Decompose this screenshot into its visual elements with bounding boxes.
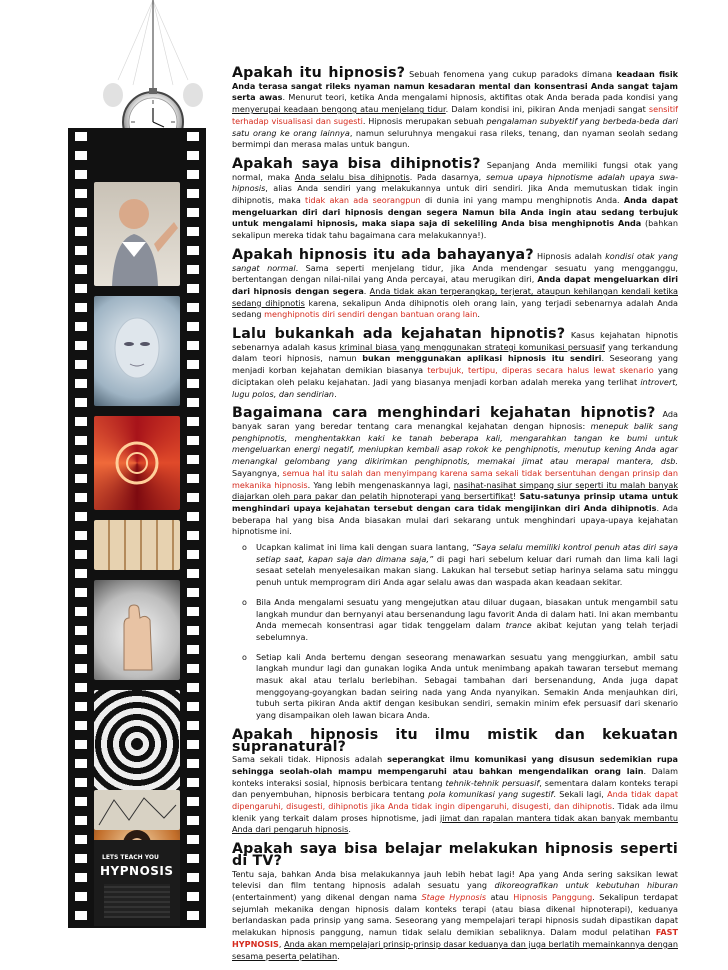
frame-swirl-red <box>94 416 180 510</box>
text-run: . Sekalipun terdapat sejumlah mekanika dengan hipnosis dalam konteks terapi (atau biasa dikenal hipnoterapi), keduanya berlandaskan pada prinsip yang sama. Seseorang yang mempelajari terapi hipnosis sudah dipastikan dapat melakukan hipnosis panggung, namun tidak selalu demikian sebaliknya. Dalam modul pelatihan <box>232 892 678 938</box>
text-run: terbujuk, tertipu, diperas secara halus lewat skenario <box>427 365 654 376</box>
text-run: introvert, lugu polos, dan sendirian <box>232 376 678 399</box>
text-run: kriminal biasa yang menggunakan strategi komunikasi persuasif <box>339 341 605 352</box>
text-run: semua upaya hipnotisme adalah upaya swa-hipnosis <box>232 171 679 194</box>
text-run: . Pada dasarnya, <box>409 171 486 182</box>
text-run: Ada banyak saran yang beredar tentang cara menangkal kejahatan dengan hipnosis: <box>232 409 678 431</box>
text-run: Kasus kejahatan hipnotis sebenarnya adalah kasus <box>232 330 678 352</box>
text-run: Hipnosis Panggung <box>513 892 593 902</box>
section-heading: Apakah hipnosis itu ada bahayanya? <box>232 246 534 263</box>
text-run: yang terkandung dalam teori hipnosis, namun <box>232 341 678 364</box>
frame-book-cover <box>94 840 180 926</box>
text-run: Setiap kali Anda bertemu dengan seseorang menawarkan sesuatu yang menggiurkan, ambil satu langkah mundur lagi dan gunakan logika Anda untuk menimbang apakah tawaran tersebut memang masuk akal atau terlalu berlebihan. Sebagai tambahan dari bersenandung, Anda juga dapat menggoyang-goyangkan badan seiring nada yang Anda nyanyikan. Semakin Anda menjauhkan diri, tubuh serta pikiran Anda aktif dengan kesibukan sendiri, semakin minim efek persuasif dari skenario yang disampaikan oleh lawan bicara Anda. <box>256 651 678 721</box>
text-run: . Dalam kondisi ini, pikiran Anda menjadi sangat <box>445 104 649 115</box>
text-run: Namun bila Anda ingin atau sedang terbujuk untuk mengalami hipnosis, maka siapa saja di sekeliling Anda bisa menghipnotis Anda <box>232 206 678 229</box>
text-run: . Seseorang yang menjadi korban kejahatan demikian biasanya <box>232 353 679 376</box>
section-heading: Apakah saya bisa belajar melakukan hipnosis seperti di TV? <box>232 841 678 869</box>
text-run: . Yang lebih mengenaskannya lagi, <box>307 479 454 490</box>
text-run: , <box>278 938 285 949</box>
article-section <box>232 841 679 962</box>
text-run: menghipnotis diri sendiri dengan bantuan orang lain <box>264 309 478 320</box>
text-run: Anda dapat mengeluarkan diri dari hipnosis dengan segera <box>232 195 678 217</box>
text-run: . Sama seperti menjelang tidur, jika Anda mendengar sesuatu yang mengganggu, bertentangan dengan nilai-nilai yang Anda percayai, atau merugikan diri, <box>232 262 678 285</box>
article-section <box>232 246 678 321</box>
text-run: (entertainment) yang dikenal dengan nama <box>232 892 422 902</box>
text-run: sensitif terhadap visualisasi dan sugesti <box>232 104 678 126</box>
text-run: Bila Anda mengalami sesuatu yang mengejutkan atau diluar dugaan, biasakan untuk mengambil satu langkah mundur dan bernyanyi atau bersenandung lagu favorit Anda di dalam hati. Ini akan membantu Anda memecah konsentrasi agar tidak tenggelam dalam <box>256 596 678 631</box>
text-run: Stage Hypnosis <box>421 892 487 902</box>
film-sprocket-holes-left <box>75 128 87 928</box>
book-title: HYPNOSIS <box>100 864 174 878</box>
text-run: seperangkat ilmu komunikasi yang disusun sedemikian rupa sehingga seolah-olah mampu mempengaruhi atau bahkan mengendalikan orang lain <box>232 754 678 776</box>
section-paragraph <box>232 65 678 151</box>
text-run: Anda selalu bisa dihipnotis <box>294 171 410 182</box>
text-run: . <box>348 824 351 835</box>
text-run: tehnik-tehnik persuasif <box>445 777 540 788</box>
text-run: . Hipnosis merupakan sebuah <box>362 115 487 126</box>
text-run: . <box>334 388 337 399</box>
article-section <box>232 155 679 242</box>
text-run: bukan menggunakan aplikasi hipnosis itu sendiri <box>362 353 602 364</box>
text-run: trance <box>505 620 532 631</box>
text-run: , namun seluruhnya mengakui rasa rileks, tenang, dan nyaman seolah sedang bermimpi dan merasa malas untuk bangun. <box>232 127 678 150</box>
text-run: (bahkan sekalipun mereka tidak tahu bagaimana cara melakukannya!). <box>232 218 678 241</box>
text-run: dikoreografikan untuk kebutuhan hiburan <box>494 880 679 891</box>
text-run: ! <box>513 491 520 502</box>
section-heading: Lalu bukankah ada kejahatan hipnotis? <box>232 326 566 343</box>
text-run: Anda dapat mengeluarkan diri dari hipnosis dengan segera <box>232 274 678 296</box>
article-section <box>232 65 678 151</box>
text-run: . Tidak ada ilmu klenik yang terkait dalam proses hipnotisme, jadi <box>232 801 678 823</box>
text-run: jimat dan rapalan mantera tidak akan banyak membantu Anda dari pengaruh hipnosis <box>232 812 678 835</box>
text-run: yang diciptakan oleh pelaku kejahatan. Jadi yang biasanya menjadi korban adalah mereka yang terlihat <box>232 365 678 387</box>
frame-face-tiles <box>94 520 180 570</box>
section-paragraph <box>232 869 678 963</box>
film-sprocket-holes-right <box>187 128 199 928</box>
text-run: pola komunikasi yang sugestif <box>428 789 554 800</box>
text-run: keadaan fisik Anda terasa sangat rileks nyaman namun kesadaran mental dan konsentrasi Anda sangat tajam serta awas <box>232 69 678 103</box>
text-run: . <box>477 309 480 320</box>
frame-illustration <box>94 790 180 830</box>
book-title-small: LETS TEACH YOU <box>102 854 159 861</box>
text-run: “Saya selalu memiliki kontrol penuh atas diri saya setiap saat, kapan saja dan dimana saja,” <box>256 542 678 564</box>
section-paragraph <box>232 155 679 242</box>
article-section <box>232 726 678 836</box>
section-heading: Apakah saya bisa dihipnotis? <box>232 155 481 172</box>
text-run: , alias Anda sendiri yang melakukannya untuk diri sendiri. Jika Anda memutuskan tidak ingin dihipnotis, maka <box>232 183 678 206</box>
frame-bald-man <box>94 182 180 286</box>
text-run: . <box>363 285 370 296</box>
text-run: tidak akan ada seorangpun <box>305 195 421 206</box>
text-run: Tentu saja, bahkan Anda bisa melakukannya jauh lebih hebat lagi! Apa yang Anda sering saksikan lewat televisi dan film tentang hipnosis adalah sesuatu yang <box>232 868 678 891</box>
frame-hand <box>94 580 180 680</box>
text-run: Anda akan mempelajari prinsip-prinsip dasar keduanya dan juga berlatih memainkannya dengan sesama peserta pelatihan <box>232 938 678 961</box>
text-run: menyerupai keadaan bengong atau menjelang tidur <box>232 104 446 115</box>
text-run: nasihat-nasihat simpang siur seperti itu malah banyak diajarkan oleh para pakar dan pelatih hipnoterapi yang bersertifikat <box>232 479 679 502</box>
text-run: . Sekali lagi, <box>553 789 608 800</box>
list-item <box>256 652 678 722</box>
section-paragraph <box>232 754 678 836</box>
text-run: menepuk balik sang penghipnotis, menghentakkan kaki ke tanah beberapa kali, mengarahkan tangan ke bumi untuk mengeluarkan energi negatif, meniupkan kembali asap rokok ke penghipnotis, menutup kening Anda agar menangkal gelombang yang dikirimkan penghipnotis, memakai jimat atau merapal mantera, dsb. <box>232 420 678 467</box>
text-run: . Ada beberapa hal yang bisa Anda biasakan mulai dari sekarang untuk menghindari upaya-upaya kejahatan hipnotisme ini. <box>232 502 679 537</box>
section-heading: Apakah itu hipnosis? <box>232 65 406 81</box>
text-run: di dunia ini yang mampu menghipnotis Anda. <box>420 195 624 206</box>
article-section <box>232 326 679 400</box>
text-run: atau <box>486 892 514 902</box>
article <box>232 65 679 970</box>
text-run: . <box>337 950 340 961</box>
article-section <box>232 405 679 722</box>
text-run: di pagi hari sebelum keluar dari rumah dan lima kali lagi sesaat setelah menyelesaikan makan siang. Lakukan hal tersebut setiap harinya selama satu minggu penuh untuk memprogram diri Anda agar selalu awas dan waspada akan keadaan sekitar. <box>256 553 678 588</box>
text-run: Sayangnya, <box>232 467 283 478</box>
text-run: Anda tidak akan terperangkap, terjerat, ataupun kehilangan kendali ketika sedang dihipnotis <box>232 285 678 308</box>
text-run: , sementara dalam konteks terapi dan penyembuhan, hipnosis berbicara tentang <box>232 777 678 800</box>
text-run: akibat kejutan yang telah terjadi sebelumnya. <box>256 620 678 642</box>
text-run: Sepanjang Anda memiliki fungsi otak yang normal, maka <box>232 159 678 182</box>
section-paragraph <box>232 326 679 400</box>
text-run: Hipnosis adalah <box>533 250 606 261</box>
frame-face <box>94 296 180 406</box>
text-run: karena, sekalipun Anda dihipnotis oleh orang lain, yang terjadi sebenarnya adalah Anda sedang <box>232 297 678 320</box>
tips-list <box>232 542 678 722</box>
text-run: . Dalam konteks interaksi sosial, hipnosis berbicara tentang <box>232 765 678 788</box>
text-run: . Menurut teori, ketika Anda mengalami hipnosis, aktifitas otak Anda berada pada kondisi yang <box>282 92 678 103</box>
text-run: Satu-satunya prinsip utama untuk menghindari upaya kejahatan tersebut dengan cara tidak mengijinkan diri Anda dihipnotis <box>232 491 678 513</box>
text-run: Anda tidak dapat dipengaruhi, disugesti, dihipnotis jika Anda tidak ingin dipengaruhi, disugesti, dan dihipnotis <box>232 789 678 812</box>
text-run: Sebuah fenomena yang cukup paradoks dimana <box>405 69 617 79</box>
section-paragraph <box>232 405 679 538</box>
list-item <box>256 597 678 644</box>
text-run: Ucapkan kalimat ini lima kali dengan suara lantang, <box>256 542 472 553</box>
text-run: kondisi otak yang sangat normal <box>232 250 678 273</box>
text-run: pengalaman subyektif yang berbeda-beda dari satu orang ke orang lainnya <box>232 115 678 138</box>
text-run: Sama sekali tidak. Hipnosis adalah <box>232 754 388 765</box>
section-heading: Apakah hipnosis itu ilmu mistik dan kekuatan supranatural? <box>232 726 678 755</box>
text-run: semua hal itu salah dan menyimpang karena sama sekali tidak bersentuhan dengan prinsip dan mekanika hipnosis <box>232 467 679 490</box>
text-run: FAST HYPNOSIS <box>232 927 678 949</box>
section-paragraph <box>232 246 678 321</box>
list-item <box>256 542 678 589</box>
section-heading: Bagaimana cara menghindari kejahatan hipnotis? <box>232 405 656 422</box>
frame-spiral-bw <box>94 690 180 798</box>
